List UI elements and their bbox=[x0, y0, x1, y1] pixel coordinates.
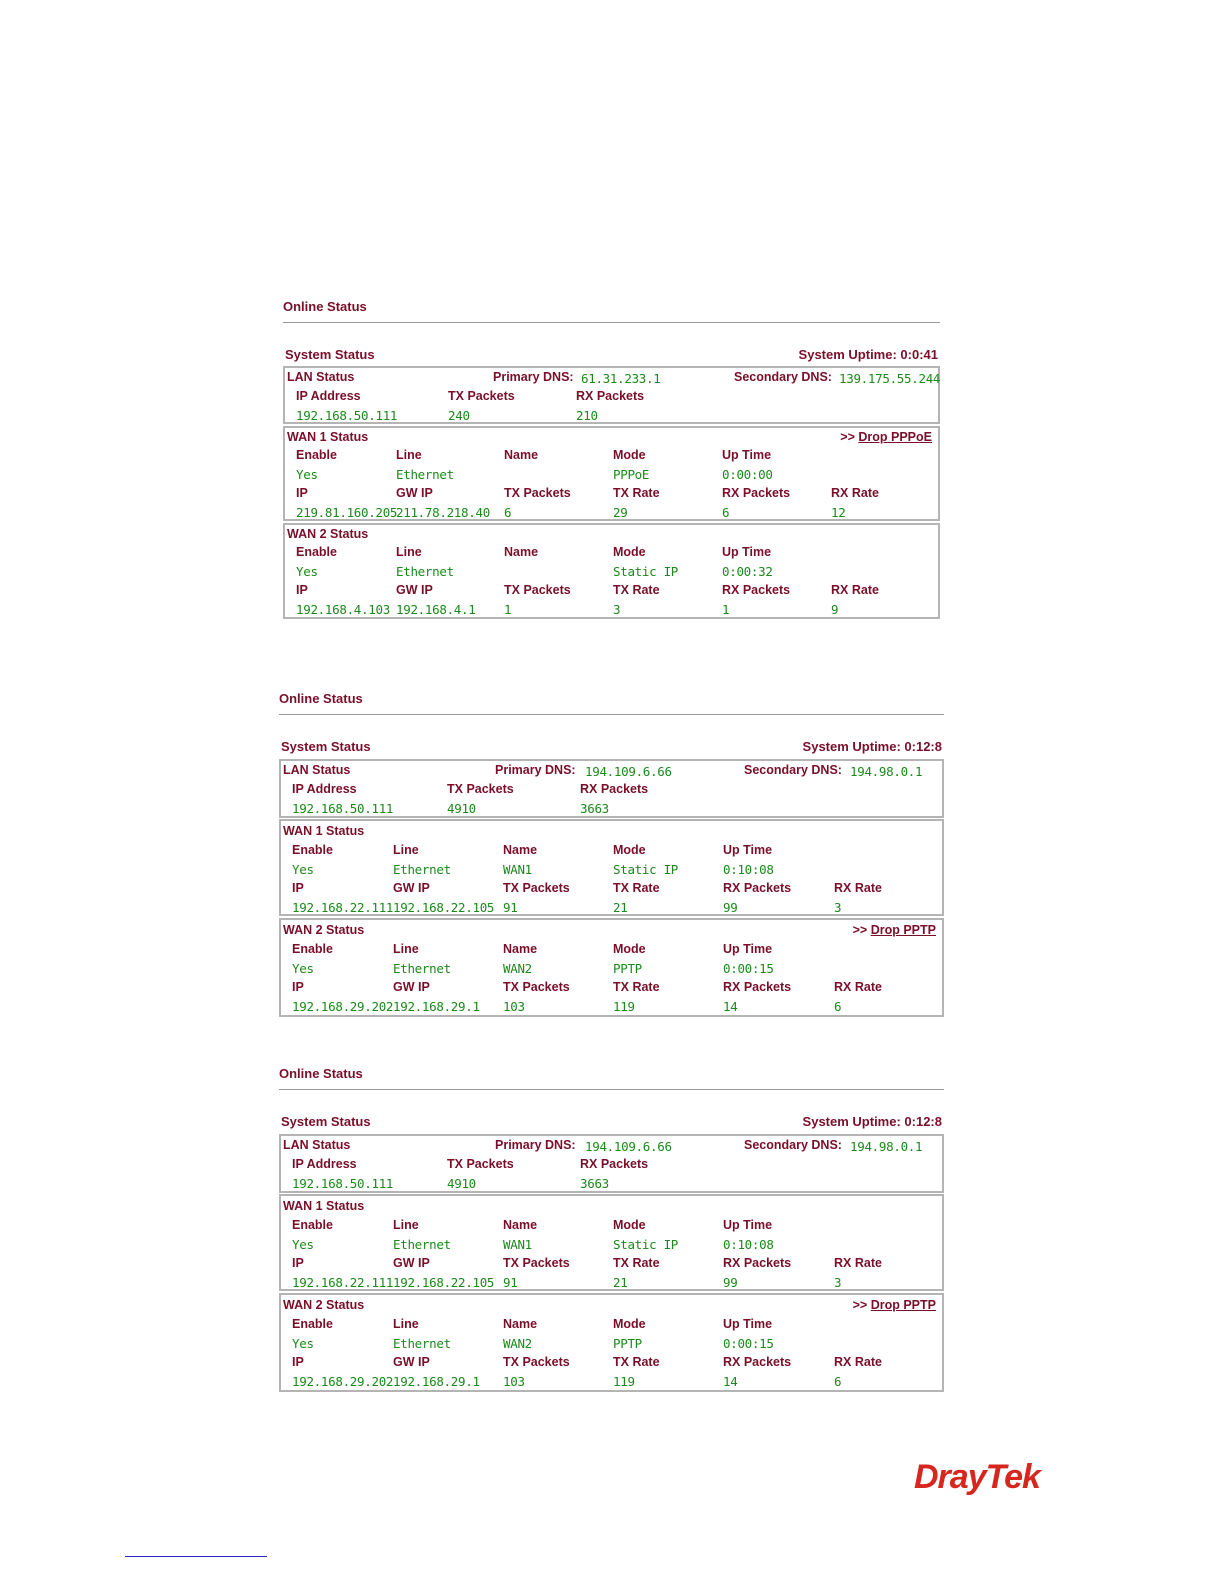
wan1-uptime-value: 0:10:08 bbox=[723, 862, 774, 877]
wan1-txrate-value: 21 bbox=[613, 1275, 628, 1290]
wan1-header-enable: Enable bbox=[292, 843, 333, 857]
system-uptime: System Uptime: 0:12:8 bbox=[802, 1114, 942, 1129]
wan1-status-title: WAN 1 Status bbox=[283, 824, 365, 838]
wan1-ip-value: 219.81.160.205 bbox=[296, 505, 398, 520]
system-status-label: System Status bbox=[285, 347, 375, 362]
wan1-status-title: WAN 1 Status bbox=[287, 430, 369, 444]
wan2-header-txpackets: TX Packets bbox=[504, 583, 571, 597]
wan1-header-txrate: TX Rate bbox=[613, 1256, 660, 1270]
wan1-ip-value: 192.168.22.111 bbox=[292, 900, 394, 915]
wan1-header-rxpackets: RX Packets bbox=[723, 881, 792, 895]
wan1-name-value: WAN1 bbox=[503, 1237, 532, 1252]
wan2-header-enable: Enable bbox=[296, 545, 337, 559]
panel-title: Online Status bbox=[279, 691, 363, 706]
wan2-ip-value: 192.168.29.202 bbox=[292, 1374, 394, 1389]
wan2-header-gwip: GW IP bbox=[393, 980, 430, 994]
wan2-line-value: Ethernet bbox=[396, 564, 454, 579]
wan2-header-rxrate: RX Rate bbox=[834, 980, 882, 994]
wan2-header-enable: Enable bbox=[292, 942, 333, 956]
lan-header-rx: RX Packets bbox=[576, 389, 645, 403]
wan1-ip-value: 192.168.22.111 bbox=[292, 1275, 394, 1290]
wan1-status-box bbox=[279, 819, 944, 916]
panel-title: Online Status bbox=[279, 1066, 363, 1081]
wan2-header-txrate: TX Rate bbox=[613, 583, 660, 597]
wan2-mode-value: PPTP bbox=[613, 1336, 642, 1351]
drop-pptp-link[interactable] bbox=[853, 923, 936, 937]
lan-ip-value: 192.168.50.111 bbox=[296, 408, 398, 423]
wan2-header-line: Line bbox=[393, 942, 419, 956]
wan2-header-line: Line bbox=[396, 545, 422, 559]
wan1-header-name: Name bbox=[503, 843, 538, 857]
lan-header-rx: RX Packets bbox=[580, 782, 649, 796]
draytek-logo: DrayTek bbox=[914, 1458, 1040, 1496]
lan-status-box bbox=[279, 759, 944, 818]
secondary-dns-value: 194.98.0.1 bbox=[850, 1139, 923, 1154]
wan1-header-rxrate: RX Rate bbox=[831, 486, 879, 500]
wan1-header-rxpackets: RX Packets bbox=[722, 486, 791, 500]
wan2-txpackets-value: 1 bbox=[504, 602, 512, 617]
wan2-rxpackets-value: 14 bbox=[723, 1374, 738, 1389]
wan1-header-txpackets: TX Packets bbox=[503, 881, 570, 895]
wan2-txrate-value: 119 bbox=[613, 999, 635, 1014]
wan2-header-name: Name bbox=[503, 1317, 538, 1331]
wan2-name-value: WAN2 bbox=[503, 1336, 532, 1351]
wan2-header-rxpackets: RX Packets bbox=[723, 1355, 792, 1369]
wan2-uptime-value: 0:00:15 bbox=[723, 1336, 774, 1351]
drop-pptp-link[interactable] bbox=[853, 1298, 936, 1312]
wan1-txrate-value: 21 bbox=[613, 900, 628, 915]
wan2-rxrate-value: 6 bbox=[834, 999, 842, 1014]
wan1-rxpackets-value: 99 bbox=[723, 900, 738, 915]
lan-header-ip: IP Address bbox=[292, 782, 357, 796]
lan-header-tx: TX Packets bbox=[447, 782, 514, 796]
wan2-enable-value: Yes bbox=[296, 564, 318, 579]
wan1-header-txpackets: TX Packets bbox=[504, 486, 571, 500]
wan2-header-uptime: Up Time bbox=[723, 1317, 773, 1331]
lan-status-box bbox=[283, 366, 940, 424]
wan2-header-uptime: Up Time bbox=[722, 545, 772, 559]
wan2-rxrate-value: 9 bbox=[831, 602, 839, 617]
divider bbox=[279, 714, 944, 715]
wan1-header-txrate: TX Rate bbox=[613, 486, 660, 500]
wan2-rxpackets-value: 1 bbox=[722, 602, 730, 617]
primary-dns-value: 194.109.6.66 bbox=[585, 764, 672, 779]
primary-dns-label: Primary DNS: bbox=[495, 1138, 576, 1152]
wan2-header-uptime: Up Time bbox=[723, 942, 773, 956]
wan2-txpackets-value: 103 bbox=[503, 1374, 525, 1389]
wan1-header-uptime: Up Time bbox=[722, 448, 772, 462]
lan-rx-value: 3663 bbox=[580, 801, 609, 816]
wan1-enable-value: Yes bbox=[292, 862, 314, 877]
wan2-header-line: Line bbox=[393, 1317, 419, 1331]
wan2-status-box bbox=[279, 1293, 944, 1392]
wan1-header-gwip: GW IP bbox=[396, 486, 433, 500]
wan2-header-name: Name bbox=[503, 942, 538, 956]
system-uptime: System Uptime: 0:12:8 bbox=[802, 739, 942, 754]
wan2-header-txrate: TX Rate bbox=[613, 1355, 660, 1369]
lan-header-ip: IP Address bbox=[296, 389, 361, 403]
wan1-enable-value: Yes bbox=[296, 467, 318, 482]
wan2-rxrate-value: 6 bbox=[834, 1374, 842, 1389]
system-uptime: System Uptime: 0:0:41 bbox=[798, 347, 938, 362]
wan2-enable-value: Yes bbox=[292, 961, 314, 976]
wan1-txrate-value: 29 bbox=[613, 505, 628, 520]
wan2-ip-value: 192.168.4.103 bbox=[296, 602, 390, 617]
wan1-rxrate-value: 3 bbox=[834, 1275, 842, 1290]
lan-tx-value: 4910 bbox=[447, 801, 476, 816]
wan2-uptime-value: 0:00:15 bbox=[723, 961, 774, 976]
wan1-header-mode: Mode bbox=[613, 448, 646, 462]
wan1-line-value: Ethernet bbox=[393, 862, 451, 877]
primary-dns-value: 194.109.6.66 bbox=[585, 1139, 672, 1154]
online-status-panel-2 bbox=[279, 691, 944, 1019]
wan1-mode-value: Static IP bbox=[613, 862, 679, 877]
lan-tx-value: 4910 bbox=[447, 1176, 476, 1191]
wan1-line-value: Ethernet bbox=[393, 1237, 451, 1252]
wan1-header-gwip: GW IP bbox=[393, 881, 430, 895]
wan2-header-gwip: GW IP bbox=[393, 1355, 430, 1369]
wan2-header-rxrate: RX Rate bbox=[831, 583, 879, 597]
drop-prefix: >> bbox=[852, 1298, 868, 1312]
online-status-panel-1 bbox=[283, 299, 940, 621]
wan1-name-value: WAN1 bbox=[503, 862, 532, 877]
wan1-mode-value: PPPoE bbox=[613, 467, 650, 482]
wan1-rxrate-value: 12 bbox=[831, 505, 846, 520]
wan2-txrate-value: 3 bbox=[613, 602, 621, 617]
lan-status-box bbox=[279, 1134, 944, 1193]
footer-link-underline bbox=[125, 1556, 267, 1557]
lan-rx-value: 3663 bbox=[580, 1176, 609, 1191]
drop-link-text[interactable]: Drop PPTP bbox=[870, 923, 936, 937]
divider bbox=[283, 322, 940, 323]
wan1-header-mode: Mode bbox=[613, 843, 646, 857]
wan1-uptime-value: 0:00:00 bbox=[722, 467, 773, 482]
wan2-gwip-value: 192.168.29.1 bbox=[393, 999, 480, 1014]
secondary-dns-label: Secondary DNS: bbox=[744, 763, 842, 777]
wan2-status-box bbox=[283, 523, 940, 619]
wan1-mode-value: Static IP bbox=[613, 1237, 679, 1252]
system-status-label: System Status bbox=[281, 739, 371, 754]
drop-prefix: >> bbox=[840, 430, 855, 444]
wan1-header-rxpackets: RX Packets bbox=[723, 1256, 792, 1270]
wan1-enable-value: Yes bbox=[292, 1237, 314, 1252]
wan2-line-value: Ethernet bbox=[393, 961, 451, 976]
wan1-header-line: Line bbox=[396, 448, 422, 462]
system-status-label: System Status bbox=[281, 1114, 371, 1129]
wan2-header-rxrate: RX Rate bbox=[834, 1355, 882, 1369]
wan2-status-title: WAN 2 Status bbox=[287, 527, 369, 541]
wan1-status-box bbox=[279, 1194, 944, 1291]
lan-header-tx: TX Packets bbox=[447, 1157, 514, 1171]
wan2-ip-value: 192.168.29.202 bbox=[292, 999, 394, 1014]
wan2-header-name: Name bbox=[504, 545, 539, 559]
wan2-header-mode: Mode bbox=[613, 1317, 646, 1331]
wan1-header-uptime: Up Time bbox=[723, 1218, 773, 1232]
wan1-header-ip: IP bbox=[292, 881, 304, 895]
wan1-status-box bbox=[283, 426, 940, 521]
wan1-rxpackets-value: 99 bbox=[723, 1275, 738, 1290]
wan1-header-line: Line bbox=[393, 843, 419, 857]
lan-header-tx: TX Packets bbox=[448, 389, 515, 403]
primary-dns-label: Primary DNS: bbox=[493, 370, 574, 384]
wan2-status-box bbox=[279, 918, 944, 1017]
primary-dns-label: Primary DNS: bbox=[495, 763, 576, 777]
wan1-uptime-value: 0:10:08 bbox=[723, 1237, 774, 1252]
wan1-header-rxrate: RX Rate bbox=[834, 1256, 882, 1270]
wan2-gwip-value: 192.168.4.1 bbox=[396, 602, 476, 617]
drop-pppoe-link[interactable] bbox=[840, 430, 932, 444]
wan2-txrate-value: 119 bbox=[613, 1374, 635, 1389]
wan1-rxpackets-value: 6 bbox=[722, 505, 730, 520]
wan1-header-txpackets: TX Packets bbox=[503, 1256, 570, 1270]
wan1-gwip-value: 211.78.218.40 bbox=[396, 505, 490, 520]
wan2-header-txrate: TX Rate bbox=[613, 980, 660, 994]
lan-ip-value: 192.168.50.111 bbox=[292, 801, 394, 816]
panel-title: Online Status bbox=[283, 299, 367, 314]
wan1-header-txrate: TX Rate bbox=[613, 881, 660, 895]
wan1-status-title: WAN 1 Status bbox=[283, 1199, 365, 1213]
wan1-header-rxrate: RX Rate bbox=[834, 881, 882, 895]
drop-link-text[interactable]: Drop PPTP bbox=[870, 1298, 936, 1312]
wan2-enable-value: Yes bbox=[292, 1336, 314, 1351]
wan1-txpackets-value: 91 bbox=[503, 1275, 518, 1290]
wan1-header-gwip: GW IP bbox=[393, 1256, 430, 1270]
wan1-gwip-value: 192.168.22.105 bbox=[393, 1275, 495, 1290]
drop-link-text[interactable]: Drop PPPoE bbox=[858, 430, 932, 444]
secondary-dns-label: Secondary DNS: bbox=[734, 370, 832, 384]
divider bbox=[279, 1089, 944, 1090]
secondary-dns-label: Secondary DNS: bbox=[744, 1138, 842, 1152]
online-status-panel-3 bbox=[279, 1066, 944, 1394]
lan-rx-value: 210 bbox=[576, 408, 598, 423]
lan-tx-value: 240 bbox=[448, 408, 470, 423]
wan2-name-value: WAN2 bbox=[503, 961, 532, 976]
wan1-header-name: Name bbox=[504, 448, 539, 462]
wan1-rxrate-value: 3 bbox=[834, 900, 842, 915]
wan2-header-txpackets: TX Packets bbox=[503, 1355, 570, 1369]
drop-prefix: >> bbox=[852, 923, 868, 937]
wan2-gwip-value: 192.168.29.1 bbox=[393, 1374, 480, 1389]
wan2-header-ip: IP bbox=[292, 1355, 304, 1369]
wan2-line-value: Ethernet bbox=[393, 1336, 451, 1351]
wan2-uptime-value: 0:00:32 bbox=[722, 564, 773, 579]
lan-status-title: LAN Status bbox=[283, 763, 351, 777]
secondary-dns-value: 194.98.0.1 bbox=[850, 764, 923, 779]
lan-header-rx: RX Packets bbox=[580, 1157, 649, 1171]
wan2-status-title: WAN 2 Status bbox=[283, 923, 365, 937]
wan1-header-ip: IP bbox=[296, 486, 308, 500]
wan2-header-mode: Mode bbox=[613, 942, 646, 956]
lan-status-title: LAN Status bbox=[287, 370, 355, 384]
wan1-header-ip: IP bbox=[292, 1256, 304, 1270]
secondary-dns-value: 139.175.55.244 bbox=[839, 371, 941, 386]
wan1-txpackets-value: 6 bbox=[504, 505, 512, 520]
wan2-header-gwip: GW IP bbox=[396, 583, 433, 597]
wan2-status-title: WAN 2 Status bbox=[283, 1298, 365, 1312]
wan2-header-rxpackets: RX Packets bbox=[723, 980, 792, 994]
wan2-header-txpackets: TX Packets bbox=[503, 980, 570, 994]
lan-header-ip: IP Address bbox=[292, 1157, 357, 1171]
wan1-header-name: Name bbox=[503, 1218, 538, 1232]
primary-dns-value: 61.31.233.1 bbox=[581, 371, 661, 386]
wan1-header-mode: Mode bbox=[613, 1218, 646, 1232]
wan1-header-uptime: Up Time bbox=[723, 843, 773, 857]
wan1-gwip-value: 192.168.22.105 bbox=[393, 900, 495, 915]
wan2-header-enable: Enable bbox=[292, 1317, 333, 1331]
wan1-header-enable: Enable bbox=[296, 448, 337, 462]
wan2-txpackets-value: 103 bbox=[503, 999, 525, 1014]
wan2-rxpackets-value: 14 bbox=[723, 999, 738, 1014]
wan1-header-line: Line bbox=[393, 1218, 419, 1232]
wan2-header-mode: Mode bbox=[613, 545, 646, 559]
wan1-line-value: Ethernet bbox=[396, 467, 454, 482]
wan2-mode-value: Static IP bbox=[613, 564, 679, 579]
wan1-header-enable: Enable bbox=[292, 1218, 333, 1232]
lan-status-title: LAN Status bbox=[283, 1138, 351, 1152]
lan-ip-value: 192.168.50.111 bbox=[292, 1176, 394, 1191]
wan2-header-ip: IP bbox=[292, 980, 304, 994]
wan2-header-rxpackets: RX Packets bbox=[722, 583, 791, 597]
wan2-header-ip: IP bbox=[296, 583, 308, 597]
wan2-mode-value: PPTP bbox=[613, 961, 642, 976]
wan1-txpackets-value: 91 bbox=[503, 900, 518, 915]
